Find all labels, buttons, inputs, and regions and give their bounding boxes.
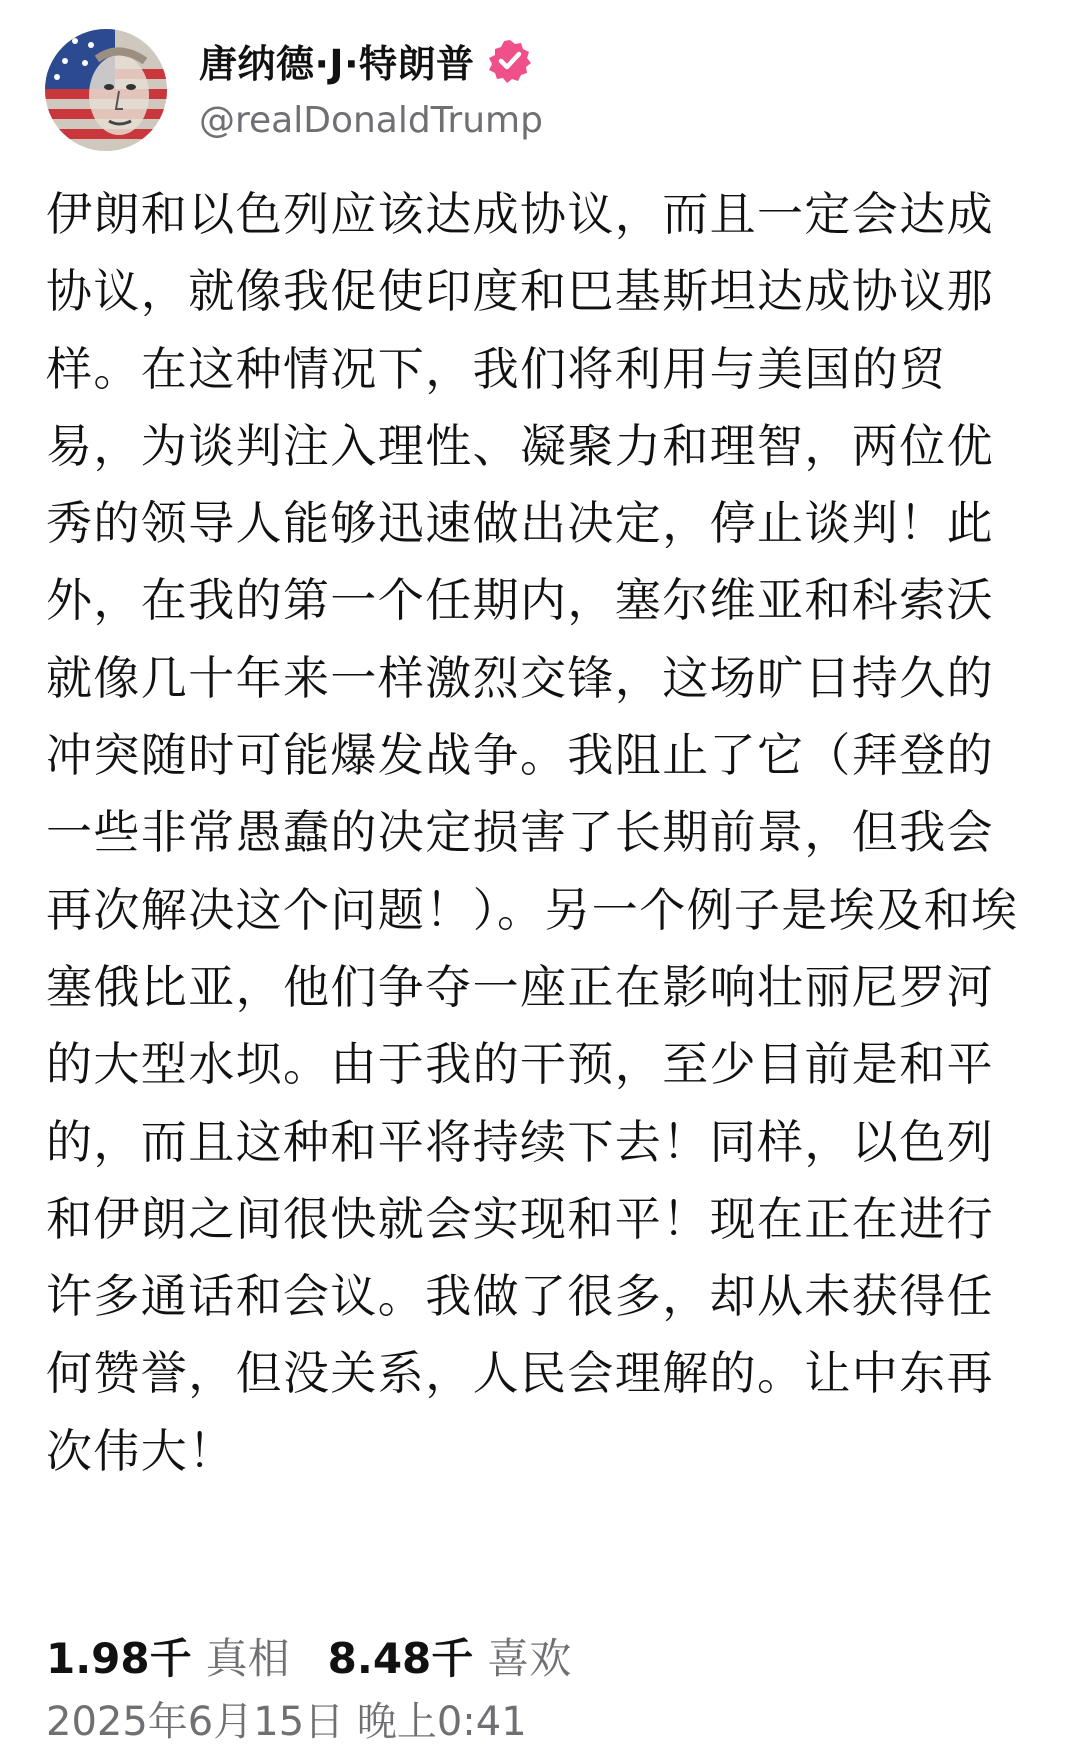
post-timestamp: 2025年6月15日 晚上0:41	[46, 1699, 527, 1745]
avatar[interactable]	[45, 29, 167, 151]
post-body-text: 伊朗和以色列应该达成协议，而且一定会达成协议，就像我促使印度和巴基斯坦达成协议那样。在这种情况下，我们将利用与美国的贸易，为谈判注入理性、凝聚力和理智，两位优秀的领导人能够迅速做出决定，停止谈判！此外，在我的第一个任期内，塞尔维亚和科索沃就像几十年来一样激烈交锋，这场旷日持久的冲突随时可能爆发战争。我阻止了它（拜登的一些非常愚蠢的决定损害了长期前景，但我会再次解决这个问题！）。另一个例子是埃及和埃塞俄比亚，他们争夺一座正在影响壮丽尼罗河的大型水坝。由于我的干预，至少目前是和平的，而且这种和平将持续下去！同样，以色列和伊朗之间很快就会实现和平！现在正在进行许多通话和会议。我做了很多，却从未获得任何赞誉，但没关系，人民会理解的。让中东再次伟大！	[46, 187, 1019, 1478]
post-stats	[46, 1626, 571, 1684]
author-display-name[interactable]: 唐纳德·J·特朗普	[199, 42, 475, 86]
name-row	[199, 30, 543, 92]
likes-label[interactable]: 喜欢	[487, 1634, 572, 1683]
avatar-image	[45, 29, 167, 151]
truths-count[interactable]: 1.98千	[46, 1634, 192, 1683]
verified-badge-icon	[487, 38, 533, 84]
truths-label[interactable]: 真相	[205, 1634, 290, 1683]
post-header	[45, 27, 543, 152]
author-identity	[199, 30, 543, 150]
author-handle[interactable]: @realDonaldTrump	[199, 99, 543, 141]
likes-count[interactable]: 8.48千	[327, 1634, 474, 1683]
